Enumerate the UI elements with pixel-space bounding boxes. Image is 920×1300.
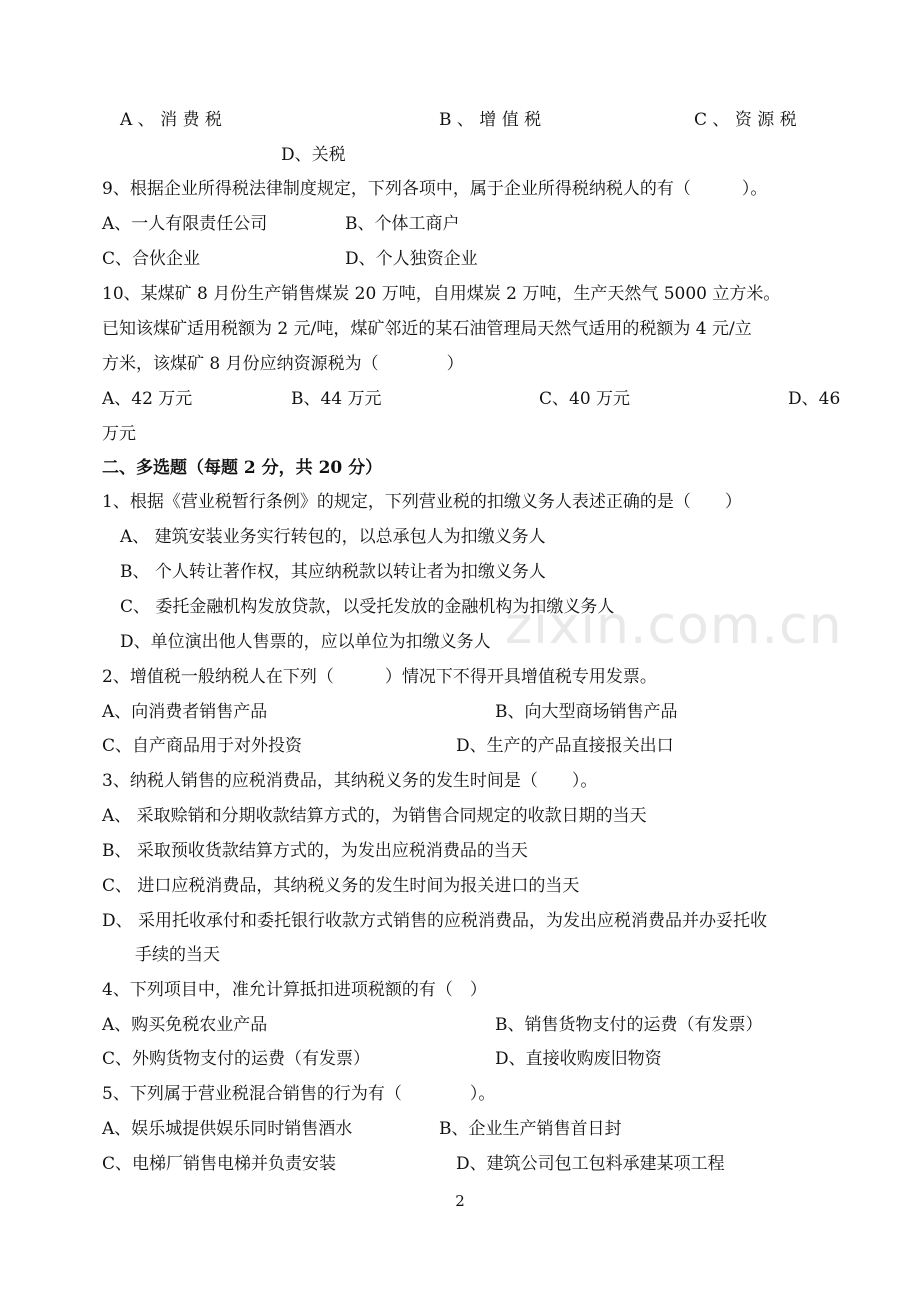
q9-option-a: A、一人有限责任公司 [102, 214, 268, 234]
q10-stem-line3: 方米，该煤矿 8 月份应纳资源税为（ ） [102, 354, 464, 374]
m4-option-a: A、购买免税农业产品 [102, 1015, 268, 1035]
q9-option-c: C、合伙企业 [102, 249, 201, 269]
q8-option-c: C 、 资 源 税 [694, 110, 797, 130]
q8-option-b: B 、 增 值 税 [439, 110, 542, 130]
watermark: zixin.com.cn [505, 596, 843, 656]
q10-option-d: D、46 [788, 389, 841, 409]
m2-option-d: D、生产的产品直接报关出口 [456, 736, 674, 756]
m3-option-c: C、 进口应税消费品，其纳税义务的发生时间为报关进口的当天 [102, 876, 580, 896]
m1-stem: 1、根据《营业税暂行条例》的规定，下列营业税的扣缴义务人表述正确的是（ ） [102, 492, 742, 512]
m1-option-a: A、 建筑安装业务实行转包的，以总承包人为扣缴义务人 [120, 527, 546, 547]
m2-option-a: A、向消费者销售产品 [102, 702, 268, 722]
q10-stem-line2: 已知该煤矿适用税额为 2 元/吨，煤矿邻近的某石油管理局天然气适用的税额为 4 元/立 [102, 319, 752, 339]
m2-option-c: C、自产商品用于对外投资 [102, 736, 303, 756]
m5-stem: 5、下列属于营业税混合销售的行为有（ ）。 [102, 1084, 496, 1104]
m3-option-d-cont: 手续的当天 [135, 945, 220, 965]
m2-option-b: B、向大型商场销售产品 [495, 702, 678, 722]
m5-option-a: A、娱乐城提供娱乐同时销售酒水 [102, 1119, 353, 1139]
q10-option-a: A、42 万元 [102, 389, 193, 409]
m1-option-b: B、 个人转让著作权，其应纳税款以转让者为扣缴义务人 [120, 562, 546, 582]
m5-option-d: D、建筑公司包工包料承建某项工程 [456, 1154, 725, 1174]
m3-option-a: A、 采取赊销和分期收款结算方式的，为销售合同规定的收款日期的当天 [102, 806, 647, 826]
q9-option-b: B、个体工商户 [345, 214, 460, 234]
m1-option-d: D、单位演出他人售票的，应以单位为扣缴义务人 [120, 632, 491, 652]
q10-stem-line1: 10、某煤矿 8 月份生产销售煤炭 20 万吨，自用煤炭 2 万吨，生产天然气 5000 立方米。 [102, 284, 781, 304]
q8-option-d: D、关税 [281, 145, 346, 165]
section-heading: 二、多选题（每题 2 分，共 20 分） [102, 458, 383, 478]
q10-option-b: B、44 万元 [291, 389, 382, 409]
m1-option-c: C、 委托金融机构发放贷款，以受托发放的金融机构为扣缴义务人 [120, 597, 615, 617]
m3-option-b: B、 采取预收货款结算方式的，为发出应税消费品的当天 [102, 841, 528, 861]
q9-option-d: D、个人独资企业 [345, 249, 478, 269]
m4-option-b: B、销售货物支付的运费（有发票） [495, 1015, 763, 1035]
m4-stem: 4、下列项目中，准允计算抵扣进项税额的有（ ） [102, 980, 487, 1000]
q8-option-a: A 、 消 费 税 [120, 110, 222, 130]
q9-stem: 9、根据企业所得税法律制度规定，下列各项中，属于企业所得税纳税人的有（ ）。 [102, 179, 768, 199]
m4-option-c: C、外购货物支付的运费（有发票） [102, 1049, 371, 1069]
m3-stem: 3、纳税人销售的应税消费品，其纳税义务的发生时间是（ ）。 [102, 771, 598, 791]
q10-option-d-cont: 万元 [102, 424, 136, 444]
m4-option-d: D、直接收购废旧物资 [495, 1049, 662, 1069]
m2-stem: 2、增值税一般纳税人在下列（ ）情况下不得开具增值税专用发票。 [102, 667, 657, 687]
m5-option-b: B、企业生产销售首日封 [439, 1119, 622, 1139]
m5-option-c: C、电梯厂销售电梯并负责安装 [102, 1154, 337, 1174]
page-number: 2 [455, 1192, 465, 1210]
m3-option-d: D、 采用托收承付和委托银行收款方式销售的应税消费品，为发出应税消费品并办妥托收 [102, 911, 768, 931]
q10-option-c: C、40 万元 [539, 389, 631, 409]
